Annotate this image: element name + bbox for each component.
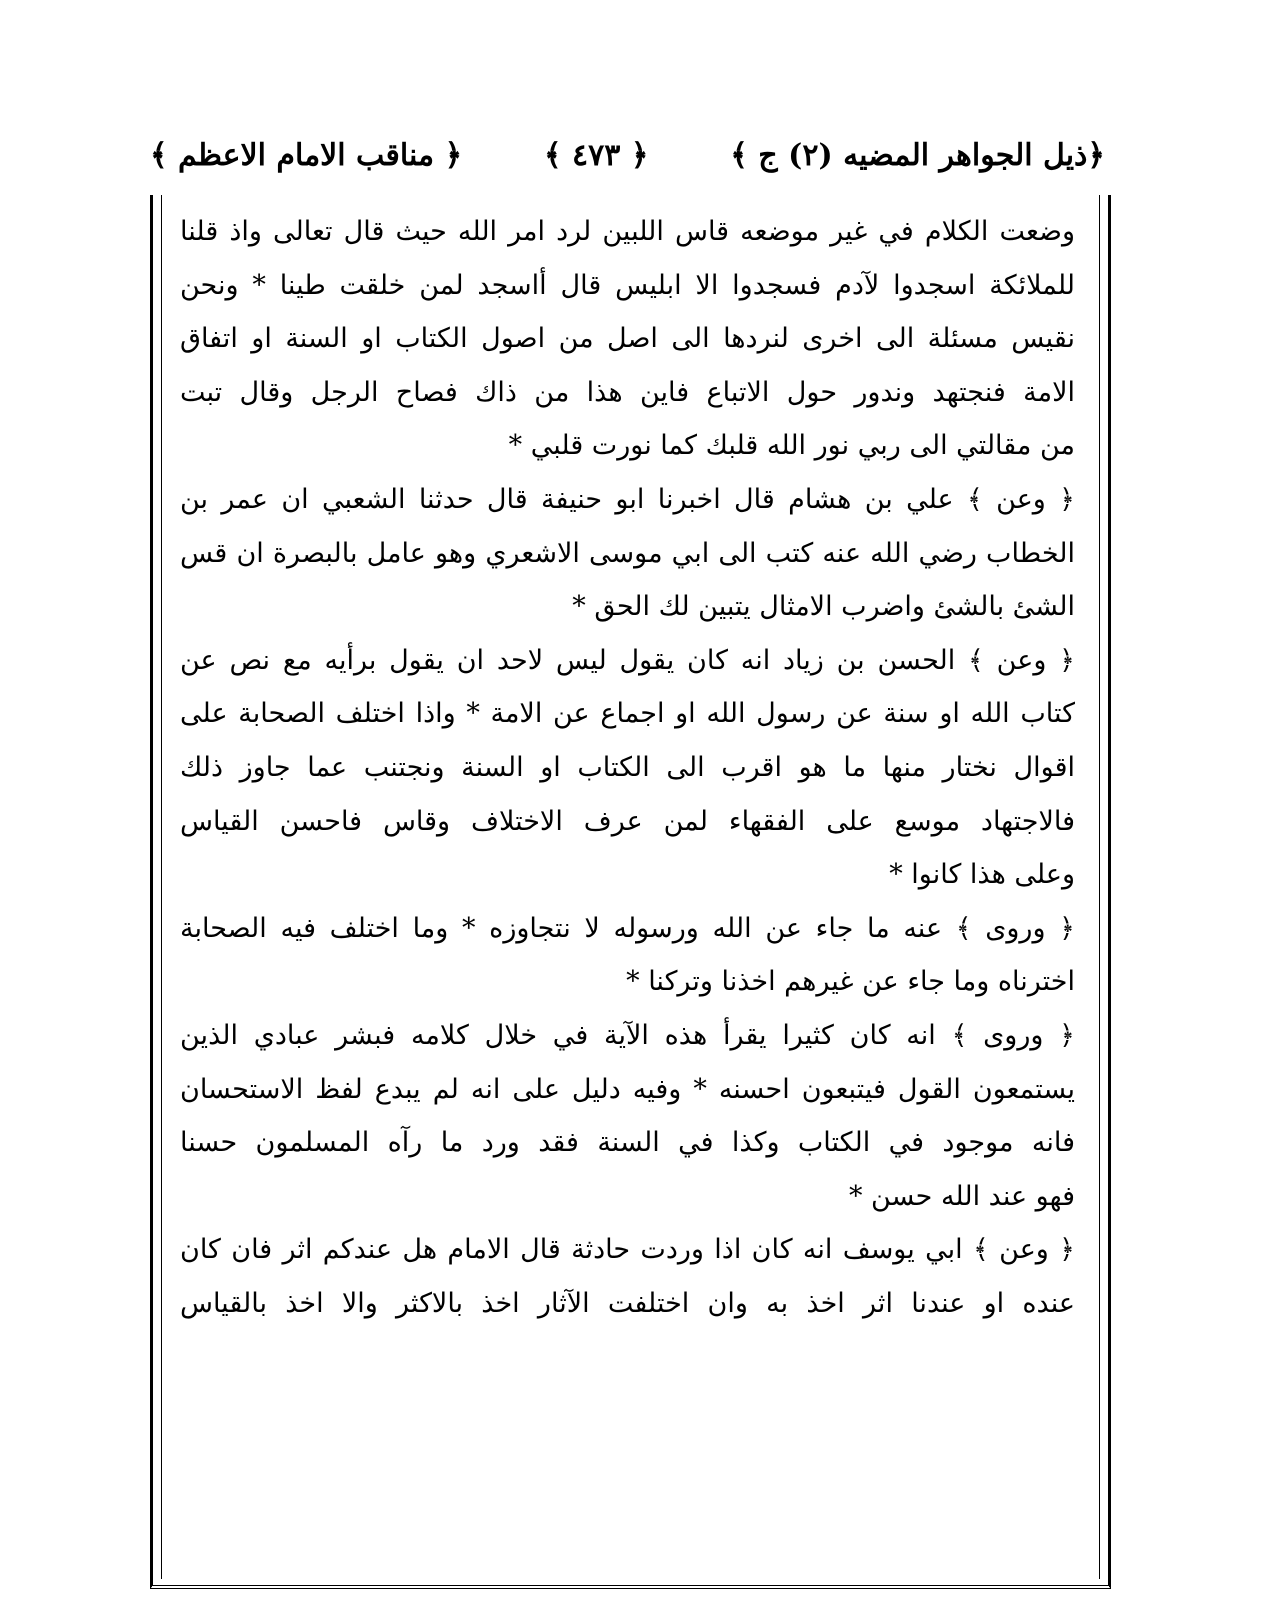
text-line: فالاجتهاد موسع على الفقهاء لمن عرف الاختلاف وقاس فاحسن القياس (180, 805, 1075, 837)
text-line: اقوال نختار منها ما هو اقرب الى الكتاب او السنة ونجتنب عما جاوز ذلك (180, 751, 1075, 783)
text-line: الخطاب رضي الله عنه كتب الى ابي موسى الاشعري وهو عامل بالبصرة ان قس (180, 537, 1075, 569)
text-line: من مقالتي الى ربي نور الله قلبك كما نورت قلبي * (508, 430, 1075, 462)
text-line: نقيس مسئلة الى اخرى لنردها الى اصل من اصول الكتاب او السنة او اتفاق (180, 323, 1075, 355)
body-text (180, 205, 1075, 1330)
text-line: ﴿ وعن ﴾ علي بن هشام قال اخبرنا ابو حنيفة قال حدثنا الشعبي ان عمر بن (180, 483, 1075, 515)
header-book-title: ﴿ مناقب الامام الاعظم ﴾ (150, 137, 463, 173)
text-line: وعلى هذا كانوا * (889, 859, 1075, 891)
text-line: ﴿ وعن ﴾ الحسن بن زياد انه كان يقول ليس لاحد ان يقول برأيه مع نص عن (180, 644, 1075, 676)
text-line: فانه موجود في الكتاب وكذا في السنة فقد ورد ما رآه المسلمون حسنا (180, 1127, 1075, 1159)
header-volume-title: ﴿ذيل الجواهر المضيه (٢) ج ﴾ (730, 137, 1105, 173)
text-line: ﴿ وعن ﴾ ابي يوسف انه كان اذا وردت حادثة قال الامام هل عندكم اثر فان كان (180, 1234, 1075, 1266)
text-line: للملائكة اسجدوا لآدم فسجدوا الا ابليس قال أاسجد لمن خلقت طينا * ونحن (180, 269, 1075, 301)
page-number: ﴿ ٤٧٣ ﴾ (544, 137, 649, 173)
text-line: وضعت الكلام في غير موضعه قاس اللبين لرد امر الله حيث قال تعالى واذ قلنا (180, 216, 1075, 247)
text-line: كتاب الله او سنة عن رسول الله او اجماع عن الامة * واذا اختلف الصحابة على (180, 698, 1075, 730)
text-line: عنده او عندنا اثر اخذ به وان اختلفت الآثار اخذ بالاكثر والا اخذ بالقياس (180, 1287, 1075, 1319)
text-line: يستمعون القول فيتبعون احسنه * وفيه دليل على انه لم يبدع لفظ الاستحسان (180, 1073, 1075, 1105)
text-line: الامة فنجتهد وندور حول الاتباع فاين هذا من ذاك فصاح الرجل وقال تبت (180, 376, 1075, 408)
page-header (150, 130, 1105, 180)
text-line: فهو عند الله حسن * (848, 1180, 1075, 1212)
text-line: ﴿ وروى ﴾ انه كان كثيرا يقرأ هذه الآية في خلال كلامه فبشر عبادي الذين (180, 1019, 1075, 1051)
text-line: الشئ بالشئ واضرب الامثال يتبين لك الحق * (572, 591, 1075, 623)
text-line: اخترناه وما جاء عن غيرهم اخذنا وتركنا * (626, 966, 1075, 998)
text-line: ﴿ وروى ﴾ عنه ما جاء عن الله ورسوله لا نتجاوزه * وما اختلف فيه الصحابة (180, 912, 1075, 944)
